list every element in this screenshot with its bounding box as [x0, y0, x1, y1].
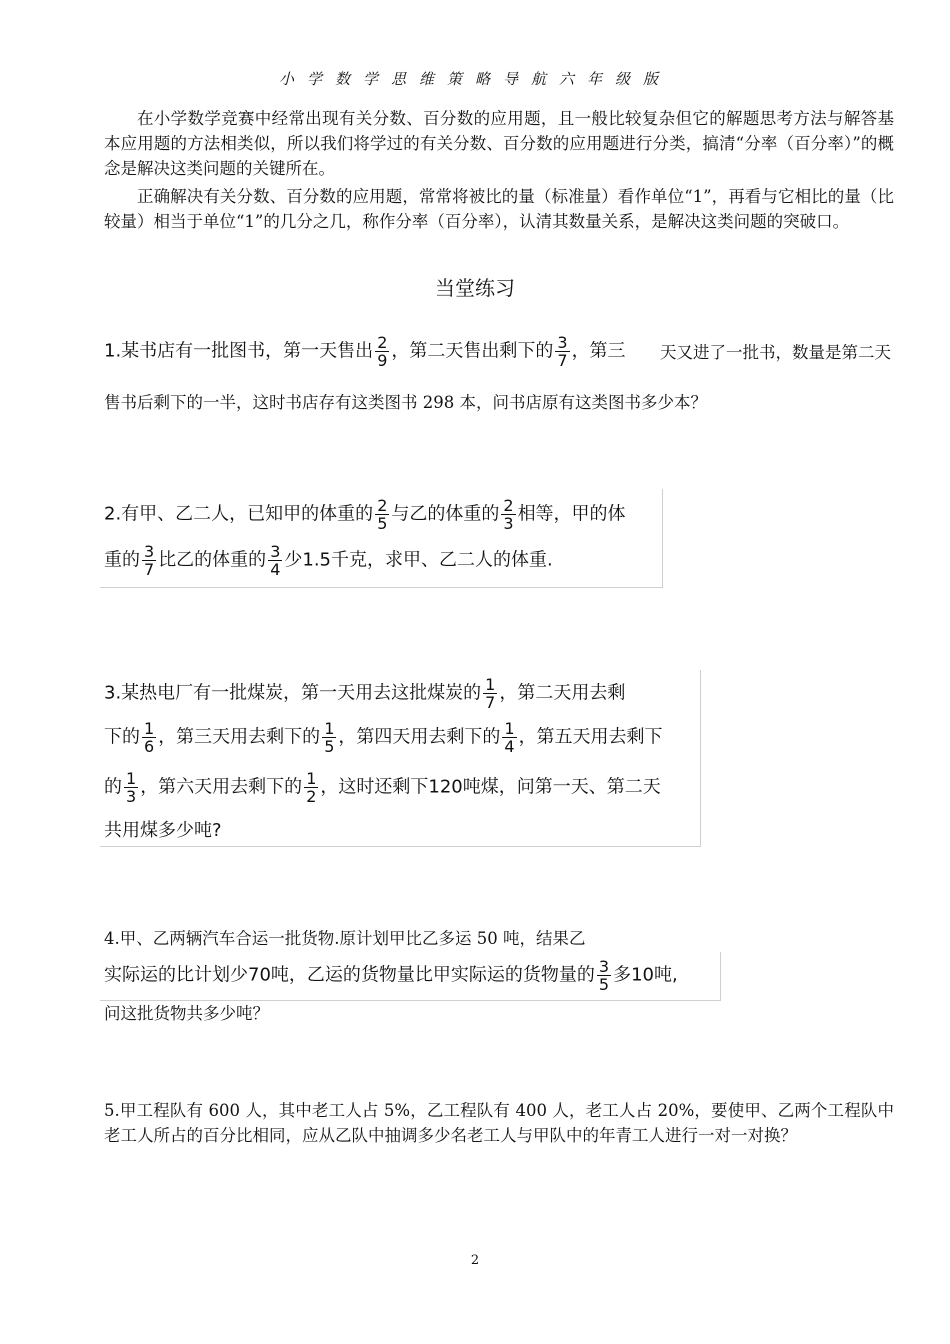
question-2-row-1: 2.有甲、乙二人，已知甲的体重的 $\frac{2}{5}$ 与乙的体重的 $\frac{2}{3}$ 相等，甲的体	[104, 496, 626, 533]
question-4-row: 实际运的比计划少70吨，乙运的货物量比甲实际运的货物量的 $\frac{3}{5}$ 多10吨,	[104, 957, 678, 994]
page-header: 小学数学思维策略导航六年级版	[278, 70, 671, 88]
fraction-1-2: $\frac{1}{2}$	[306, 769, 317, 806]
fraction-3-4: $\frac{3}{4}$	[270, 542, 281, 579]
fraction-1-5: $\frac{1}{5}$	[324, 719, 335, 756]
question-5-text: 5.甲工程队有 600 人，其中老工人占 5%，乙工程队有 400 人，老工人占 20%，要使甲、乙两个工程队中老工人所占的百分比相同，应从乙队中抽调多少名老工人与甲队中的年青工人进行一对一对换？	[104, 1101, 894, 1145]
question-1-scan	[100, 326, 658, 376]
question-2-scan	[100, 489, 663, 588]
question-1-text-c: ，第三	[571, 340, 626, 362]
question-3-row-3: 的 $\frac{1}{3}$ ，第六天用去剩下的 $\frac{1}{2}$ ，这时还剩下120吨煤，问第一天、第二天	[104, 769, 661, 806]
question-1-row	[104, 334, 626, 369]
section-title: 当堂练习	[435, 276, 515, 300]
fraction-1-7: $\frac{1}{7}$	[485, 675, 496, 712]
question-3-row-4: 共用煤多少吨?	[104, 820, 222, 841]
fraction-3-5: $\frac{3}{5}$	[598, 957, 610, 994]
question-4-scan	[100, 952, 721, 1001]
fraction-3-7: $\frac{3}{7}$	[557, 333, 568, 370]
fraction-1-4: $\frac{1}{4}$	[504, 719, 515, 756]
intro-paragraph-2: 正确解决有关分数、百分数的应用题，常常将被比的量（标准量）看作单位“1”，再看与它相比的量（比较量）相当于单位“1”的几分之几，称作分率（百分率），认清其数量关系，是解决这类问题的突破口。	[104, 187, 894, 231]
fraction-1-3: $\frac{1}{3}$	[126, 769, 137, 806]
question-3-scan	[100, 670, 701, 847]
fraction-2-3: $\frac{2}{3}$	[503, 496, 514, 533]
question-1-text-b: ，第二天售出剩下的	[391, 340, 554, 362]
question-1-line-1-rest: 天又进了一批书，数量是第二天	[660, 343, 891, 362]
fraction-3-7: $\frac{3}{7}$	[144, 542, 155, 579]
question-2-row-2: 重的 $\frac{3}{7}$ 比乙的体重的 $\frac{3}{4}$ 少1.5千克，求甲、乙二人的体重.	[104, 542, 553, 579]
question-3-row-2: 下的 $\frac{1}{6}$ ，第三天用去剩下的 $\frac{1}{5}$ ，第四天用去剩下的 $\frac{1}{4}$ ，第五天用去剩下	[104, 719, 663, 756]
fraction-2-9: $\frac{2}{9}$	[377, 333, 388, 370]
question-3-row-1: 3.某热电厂有一批煤炭，第一天用去这批煤炭的 $\frac{1}{7}$ ，第二天用去剩	[104, 675, 626, 712]
intro-paragraph-1: 在小学数学竞赛中经常出现有关分数、百分数的应用题，且一般比较复杂但它的解题思考方法与解答基本应用题的方法相类似，所以我们将学过的有关分数、百分数的应用题进行分类，搞清“分率（百分率）”的概念是解决这类问题的关键所在。	[104, 109, 894, 178]
question-1-line-2: 售书后剩下的一半，这时书店存有这类图书 298 本，问书店原有这类图书多少本？	[104, 393, 707, 412]
page-number: 2	[470, 1253, 480, 1268]
fraction-2-5: $\frac{2}{5}$	[377, 496, 388, 533]
question-4-line-1: 4.甲、乙两辆汽车合运一批货物.原计划甲比乙多运 50 吨，结果乙	[104, 929, 586, 948]
question-1-text-a: 1.某书店有一批图书，第一天售出	[104, 340, 374, 362]
question-4-line-3: 问这批货物共多少吨？	[104, 1004, 269, 1023]
fraction-1-6: $\frac{1}{6}$	[144, 719, 155, 756]
